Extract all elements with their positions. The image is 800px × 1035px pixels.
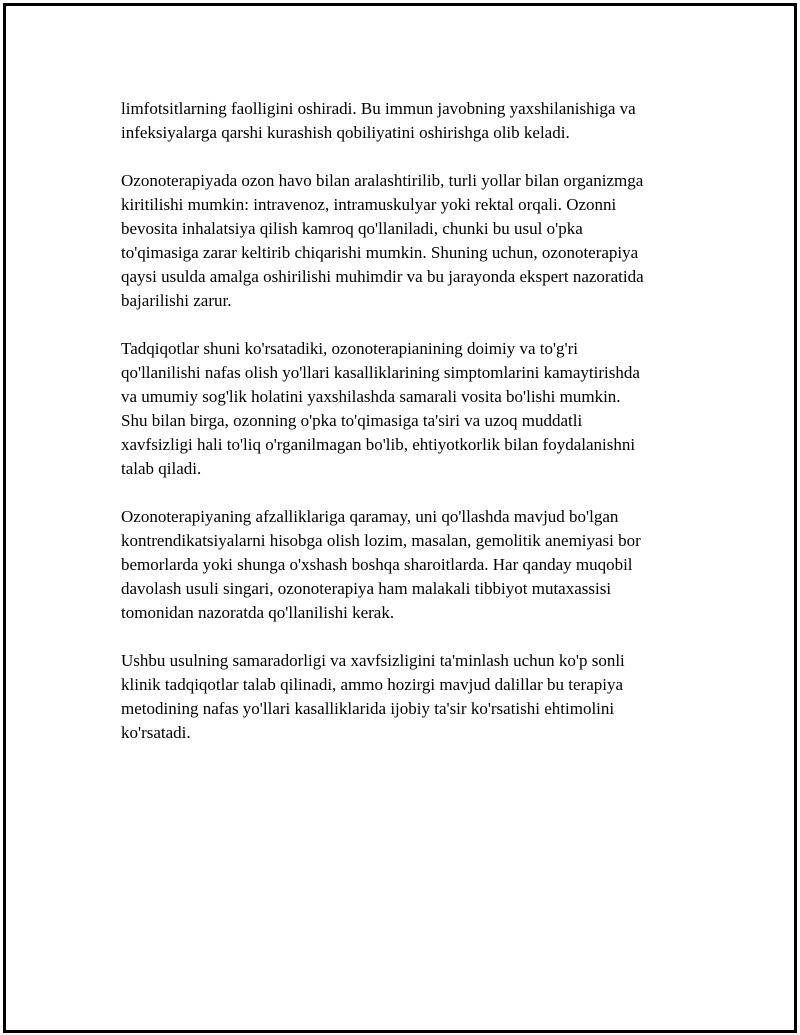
paragraph: Ushbu usulning samaradorligi va xavfsizligini ta'minlash uchun ko'p sonli klinik tadqiqotlar talab qilinadi, ammo hozirgi mavjud dalillar bu terapiya metodining nafas yo'llari kasalliklarida ijobiy ta'sir ko'rsatishi ehtimolini ko'rsatadi. [121,651,625,742]
paragraph: Tadqiqotlar shuni ko'rsatadiki, ozonoterapianining doimiy va to'g'ri qo'llanilishi nafas olish yo'llari kasalliklarining simptomlarini kamaytirishda va umumiy sog'lik holatini yaxshilashda samarali vosita bo'lishi mumkin. Shu bilan birga, ozonning o'pka to'qimasiga ta'siri va uzoq muddatli xavfsizligi hali to'liq o'rganilmagan bo'lib, ehtiyotkorlik bilan foydalanishni talab qiladi. [121,339,640,478]
page-frame [3,3,797,1033]
document-body [121,97,711,769]
paragraph: Ozonoterapiyada ozon havo bilan aralashtirilib, turli yollar bilan organizmga kiritilishi mumkin: intravenoz, intramuskulyar yoki rektal orqali. Ozonni bevosita inhalatsiya qilish kamroq qo'llaniladi, chunki bu usul o'pka to'qimasiga zarar keltirib chiqarishi mumkin. Shuning uchun, ozonoterapiya qaysi usulda amalga oshirilishi muhimdir va bu jarayonda ekspert nazoratida bajarilishi zarur. [121,171,644,310]
paragraph: Ozonoterapiyaning afzalliklariga qaramay, uni qo'llashda mavjud bo'lgan kontrendikatsiyalarni hisobga olish lozim, masalan, gemolitik anemiyasi bor bemorlarda yoki shunga o'xshash boshqa sharoitlarda. Har qanday muqobil davolash usuli singari, ozonoterapiya ham malakali tibbiyot mutaxassisi tomonidan nazoratda qo'llanilishi kerak. [121,507,641,622]
paragraph: limfotsitlarning faolligini oshiradi. Bu immun javobning yaxshilanishiga va infeksiyalarga qarshi kurashish qobiliyatini oshirishga olib keladi. [121,99,636,142]
